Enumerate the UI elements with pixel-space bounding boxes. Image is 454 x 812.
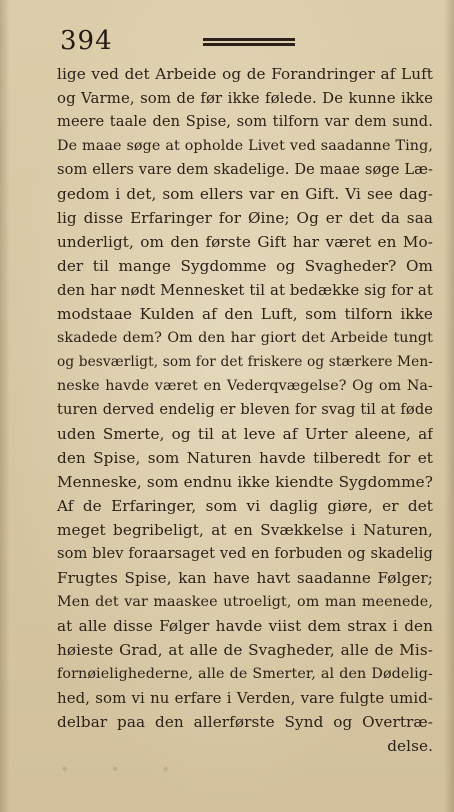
text-line: høieste Grad, at alle de Svagheder, alle de Mis- bbox=[57, 641, 433, 659]
text-line: neske havde været en Vederqvægelse? Og om Na- bbox=[57, 378, 433, 394]
text-line: fornøielighederne, alle de Smerter, al den Dødelig- bbox=[57, 666, 433, 682]
text-line: uden Smerte, og til at leve af Urter aleene, af bbox=[57, 425, 433, 443]
body-text bbox=[57, 62, 433, 758]
page-number: 394 bbox=[60, 26, 113, 56]
text-line: meere taale den Spise, som tilforn var dem sund. bbox=[57, 113, 433, 130]
text-line: Men det var maaskee utroeligt, om man meenede, bbox=[57, 594, 433, 610]
text-line: skadede dem? Om den har giort det Arbeide tungt bbox=[57, 330, 433, 346]
text-line: modstaae Kulden af den Luft, som tilforn ikke bbox=[57, 305, 433, 323]
text-line: gedom i det, som ellers var en Gift. Vi see dag- bbox=[57, 185, 433, 203]
text-line: underligt, om den første Gift har været en Mo- bbox=[57, 233, 433, 251]
text-line: at alle disse Følger havde viist dem strax i den bbox=[57, 617, 433, 635]
text-line: Menneske, som endnu ikke kiendte Sygdomme? bbox=[57, 473, 433, 491]
text-line: De maae søge at opholde Livet ved saadanne Ting, bbox=[57, 138, 433, 154]
text-line: lig disse Erfaringer for Øine; Og er det da saa bbox=[57, 209, 433, 227]
header-ornament-rule bbox=[203, 38, 295, 47]
text-line: den har nødt Mennesket til at bedække sig for at bbox=[57, 281, 433, 299]
text-line: og Varme, som de før ikke følede. De kunne ikke bbox=[57, 89, 433, 107]
text-line: hed, som vi nu erfare i Verden, vare fulgte umid- bbox=[57, 689, 433, 707]
text-line: delse. bbox=[387, 737, 433, 755]
text-line: Af de Erfaringer, som vi daglig giøre, er det bbox=[57, 497, 433, 515]
text-line: som ellers vare dem skadelige. De maae søge Læ- bbox=[57, 161, 433, 178]
text-line: lige ved det Arbeide og de Forandringer af Luft bbox=[57, 65, 433, 83]
text-line: meget begribeligt, at en Svækkelse i Naturen, bbox=[57, 521, 433, 539]
text-line: Frugtes Spise, kan have havt saadanne Følger; bbox=[57, 569, 433, 587]
text-line: delbar paa den allerførste Synd og Overtræ- bbox=[57, 713, 433, 731]
page-edge-shadow-left bbox=[0, 0, 10, 812]
text-line: der til mange Sygdomme og Svagheder? Om bbox=[57, 257, 433, 275]
page-edge-shadow-right bbox=[444, 0, 454, 812]
text-line: og besværligt, som for det friskere og stærkere Men- bbox=[57, 354, 433, 370]
ink-bleed-through: • • • bbox=[60, 760, 189, 779]
text-line: turen derved endelig er bleven for svag til at føde bbox=[57, 401, 433, 418]
text-line: den Spise, som Naturen havde tilberedt for et bbox=[57, 449, 433, 467]
text-line: som blev foraarsaget ved en forbuden og skadelig bbox=[57, 545, 433, 562]
